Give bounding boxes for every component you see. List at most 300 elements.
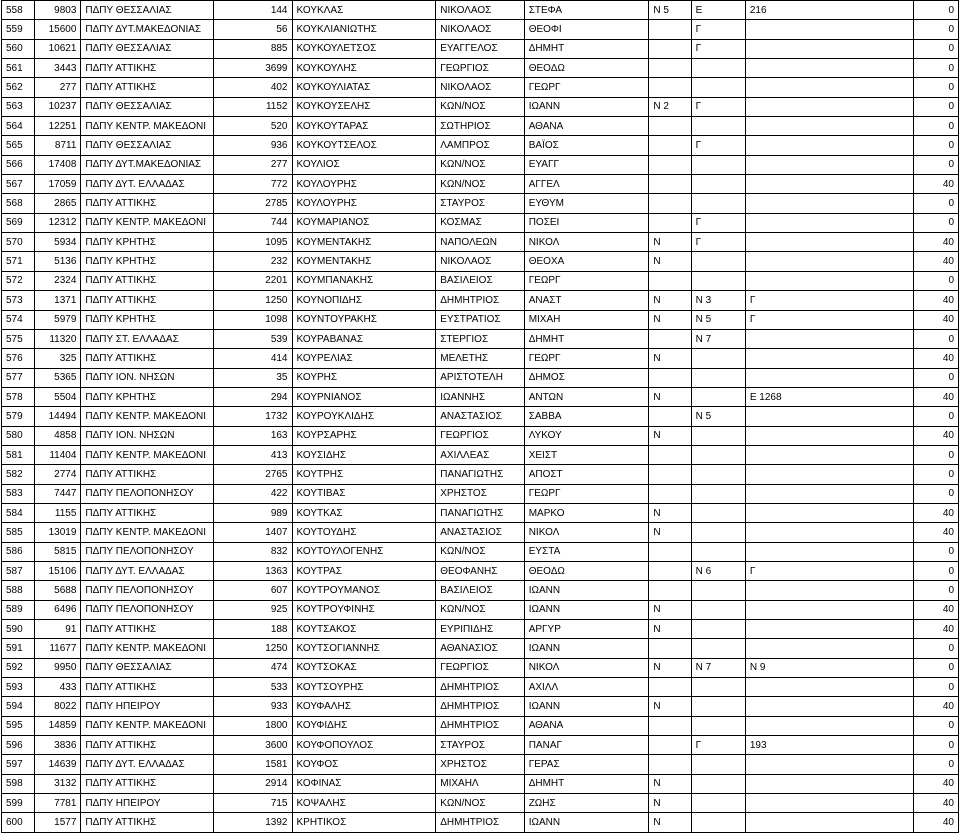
table-row <box>2 813 959 832</box>
father-name-cell: ΑΧΙΛΛ <box>524 678 649 697</box>
points-cell: 40 <box>913 349 958 368</box>
points-cell: 0 <box>913 213 958 232</box>
flag-cell: Ν <box>649 252 691 271</box>
id-cell: 7781 <box>35 794 81 813</box>
surname-cell: ΚΟΥΜΕΝΤΑΚΗΣ <box>292 252 436 271</box>
id-cell: 14859 <box>35 716 81 735</box>
category-cell <box>691 697 745 716</box>
extra-cell: 216 <box>745 1 913 20</box>
surname-cell: ΚΡΗΤΙΚΟΣ <box>292 813 436 832</box>
extra-cell <box>745 716 913 735</box>
first-name-cell: ΝΙΚΟΛΑΟΣ <box>436 1 524 20</box>
points-cell: 0 <box>913 445 958 464</box>
code-cell: 772 <box>214 175 292 194</box>
region-cell: ΠΔΠΥ ΑΤΤΙΚΗΣ <box>81 678 214 697</box>
region-cell: ΠΔΠΥ ΠΕΛΟΠΟΝΗΣΟΥ <box>81 581 214 600</box>
points-cell: 0 <box>913 155 958 174</box>
region-cell: ΠΔΠΥ ΑΤΤΙΚΗΣ <box>81 620 214 639</box>
surname-cell: ΚΟΥΜΕΝΤΑΚΗΣ <box>292 233 436 252</box>
row-number-cell: 581 <box>2 445 35 464</box>
row-number-cell: 583 <box>2 484 35 503</box>
code-cell: 1392 <box>214 813 292 832</box>
flag-cell <box>649 136 691 155</box>
id-cell: 2774 <box>35 465 81 484</box>
table-row <box>2 59 959 78</box>
row-number-cell: 576 <box>2 349 35 368</box>
id-cell: 17059 <box>35 175 81 194</box>
father-name-cell: ΑΘΑΝΑ <box>524 117 649 136</box>
father-name-cell: ΝΙΚΟΛ <box>524 658 649 677</box>
id-cell: 14639 <box>35 755 81 774</box>
first-name-cell: ΔΗΜΗΤΡΙΟΣ <box>436 716 524 735</box>
table-row <box>2 774 959 793</box>
code-cell: 402 <box>214 78 292 97</box>
points-cell: 40 <box>913 523 958 542</box>
points-cell: 0 <box>913 117 958 136</box>
category-cell: Γ <box>691 20 745 39</box>
father-name-cell: ΘΕΟΔΩ <box>524 561 649 580</box>
category-cell <box>691 252 745 271</box>
row-number-cell: 584 <box>2 503 35 522</box>
region-cell: ΠΔΠΥ ΘΕΣΣΑΛΙΑΣ <box>81 658 214 677</box>
extra-cell <box>745 620 913 639</box>
father-name-cell: ΑΘΑΝΑ <box>524 716 649 735</box>
region-cell: ΠΔΠΥ ΠΕΛΟΠΟΝΗΣΟΥ <box>81 484 214 503</box>
table-row <box>2 39 959 58</box>
flag-cell <box>649 484 691 503</box>
row-number-cell: 585 <box>2 523 35 542</box>
father-name-cell: ΖΩΗΣ <box>524 794 649 813</box>
region-cell: ΠΔΠΥ ΚΡΗΤΗΣ <box>81 310 214 329</box>
table-row <box>2 561 959 580</box>
flag-cell: Ν <box>649 658 691 677</box>
first-name-cell: ΣΤΑΥΡΟΣ <box>436 194 524 213</box>
first-name-cell: ΝΙΚΟΛΑΟΣ <box>436 252 524 271</box>
id-cell: 9803 <box>35 1 81 20</box>
table-row <box>2 620 959 639</box>
father-name-cell: ΓΕΩΡΓ <box>524 349 649 368</box>
table-row <box>2 581 959 600</box>
father-name-cell: ΙΩΑΝΝ <box>524 600 649 619</box>
first-name-cell: ΚΟΣΜΑΣ <box>436 213 524 232</box>
table-row <box>2 678 959 697</box>
points-cell: 0 <box>913 736 958 755</box>
father-name-cell: ΑΝΤΩΝ <box>524 387 649 406</box>
extra-cell <box>745 252 913 271</box>
flag-cell: Ν <box>649 697 691 716</box>
id-cell: 5979 <box>35 310 81 329</box>
father-name-cell: ΔΗΜΗΤ <box>524 39 649 58</box>
table-row <box>2 97 959 116</box>
id-cell: 12251 <box>35 117 81 136</box>
first-name-cell: ΑΡΙΣΤΟΤΕΛΗ <box>436 368 524 387</box>
extra-cell: 193 <box>745 736 913 755</box>
father-name-cell: ΑΡΓΥΡ <box>524 620 649 639</box>
surname-cell: ΚΟΥΦΟΠΟΥΛΟΣ <box>292 736 436 755</box>
category-cell: Ν 5 <box>691 310 745 329</box>
table-row <box>2 387 959 406</box>
row-number-cell: 578 <box>2 387 35 406</box>
first-name-cell: ΣΤΑΥΡΟΣ <box>436 736 524 755</box>
points-cell: 0 <box>913 484 958 503</box>
code-cell: 1095 <box>214 233 292 252</box>
extra-cell <box>745 697 913 716</box>
category-cell <box>691 426 745 445</box>
first-name-cell: ΝΙΚΟΛΑΟΣ <box>436 78 524 97</box>
flag-cell: Ν <box>649 310 691 329</box>
category-cell: Ν 7 <box>691 658 745 677</box>
code-cell: 744 <box>214 213 292 232</box>
region-cell: ΠΔΠΥ ΚΕΝΤΡ. ΜΑΚΕΔΟΝΙ <box>81 445 214 464</box>
surname-cell: ΚΟΥΡΑΒΑΝΑΣ <box>292 329 436 348</box>
table-row <box>2 310 959 329</box>
flag-cell: Ν <box>649 774 691 793</box>
flag-cell: Ν <box>649 233 691 252</box>
extra-cell: Γ <box>745 561 913 580</box>
id-cell: 6496 <box>35 600 81 619</box>
row-number-cell: 587 <box>2 561 35 580</box>
extra-cell <box>745 639 913 658</box>
region-cell: ΠΔΠΥ ΔΥΤ. ΕΛΛΑΔΑΣ <box>81 175 214 194</box>
points-cell: 40 <box>913 387 958 406</box>
first-name-cell: ΔΗΜΗΤΡΙΟΣ <box>436 678 524 697</box>
row-number-cell: 560 <box>2 39 35 58</box>
extra-cell <box>745 407 913 426</box>
region-cell: ΠΔΠΥ ΔΥΤ. ΕΛΛΑΔΑΣ <box>81 755 214 774</box>
row-number-cell: 590 <box>2 620 35 639</box>
first-name-cell: ΛΑΜΠΡΟΣ <box>436 136 524 155</box>
flag-cell: Ν <box>649 291 691 310</box>
first-name-cell: ΒΑΣΙΛΕΙΟΣ <box>436 271 524 290</box>
category-cell <box>691 600 745 619</box>
first-name-cell: ΘΕΟΦΑΝΗΣ <box>436 561 524 580</box>
row-number-cell: 588 <box>2 581 35 600</box>
category-cell: Ν 5 <box>691 407 745 426</box>
region-cell: ΠΔΠΥ ΠΕΛΟΠΟΝΗΣΟΥ <box>81 542 214 561</box>
id-cell: 5365 <box>35 368 81 387</box>
surname-cell: ΚΟΥΛΟΥΡΗΣ <box>292 175 436 194</box>
row-number-cell: 589 <box>2 600 35 619</box>
id-cell: 91 <box>35 620 81 639</box>
father-name-cell: ΕΥΣΤΑ <box>524 542 649 561</box>
table-body <box>2 1 959 833</box>
region-cell: ΠΔΠΥ ΣΤ. ΕΛΛΑΔΑΣ <box>81 329 214 348</box>
category-cell: Γ <box>691 136 745 155</box>
first-name-cell: ΓΕΩΡΓΙΟΣ <box>436 59 524 78</box>
id-cell: 14494 <box>35 407 81 426</box>
row-number-cell: 573 <box>2 291 35 310</box>
table-row <box>2 658 959 677</box>
points-cell: 0 <box>913 658 958 677</box>
code-cell: 413 <box>214 445 292 464</box>
father-name-cell: ΧΕΙΣΤ <box>524 445 649 464</box>
code-cell: 56 <box>214 20 292 39</box>
table-row <box>2 213 959 232</box>
row-number-cell: 580 <box>2 426 35 445</box>
region-cell: ΠΔΠΥ ΑΤΤΙΚΗΣ <box>81 78 214 97</box>
code-cell: 232 <box>214 252 292 271</box>
row-number-cell: 591 <box>2 639 35 658</box>
table-row <box>2 639 959 658</box>
flag-cell <box>649 78 691 97</box>
points-cell: 0 <box>913 716 958 735</box>
surname-cell: ΚΟΥΤΡΑΣ <box>292 561 436 580</box>
code-cell: 1732 <box>214 407 292 426</box>
row-number-cell: 572 <box>2 271 35 290</box>
code-cell: 885 <box>214 39 292 58</box>
father-name-cell: ΠΟΣΕΙ <box>524 213 649 232</box>
region-cell: ΠΔΠΥ ΘΕΣΣΑΛΙΑΣ <box>81 136 214 155</box>
points-cell: 40 <box>913 310 958 329</box>
category-cell <box>691 542 745 561</box>
row-number-cell: 567 <box>2 175 35 194</box>
surname-cell: ΚΟΥΛΙΟΣ <box>292 155 436 174</box>
code-cell: 832 <box>214 542 292 561</box>
flag-cell <box>649 329 691 348</box>
flag-cell <box>649 194 691 213</box>
id-cell: 10621 <box>35 39 81 58</box>
surname-cell: ΚΟΥΤΡΟΥΜΑΝΟΣ <box>292 581 436 600</box>
points-cell: 0 <box>913 329 958 348</box>
id-cell: 5136 <box>35 252 81 271</box>
category-cell: Ε <box>691 1 745 20</box>
table-row <box>2 716 959 735</box>
extra-cell <box>745 581 913 600</box>
points-cell: 0 <box>913 542 958 561</box>
region-cell: ΠΔΠΥ ΘΕΣΣΑΛΙΑΣ <box>81 97 214 116</box>
category-cell <box>691 175 745 194</box>
father-name-cell: ΓΕΡΑΣ <box>524 755 649 774</box>
id-cell: 1155 <box>35 503 81 522</box>
first-name-cell: ΔΗΜΗΤΡΙΟΣ <box>436 291 524 310</box>
category-cell: Ν 7 <box>691 329 745 348</box>
first-name-cell: ΚΩΝ/ΝΟΣ <box>436 542 524 561</box>
extra-cell: Γ <box>745 310 913 329</box>
extra-cell <box>745 503 913 522</box>
category-cell <box>691 813 745 832</box>
region-cell: ΠΔΠΥ ΚΕΝΤΡ. ΜΑΚΕΔΟΝΙ <box>81 213 214 232</box>
code-cell: 3699 <box>214 59 292 78</box>
category-cell <box>691 155 745 174</box>
id-cell: 2324 <box>35 271 81 290</box>
category-cell <box>691 716 745 735</box>
region-cell: ΠΔΠΥ ΙΟΝ. ΝΗΣΩΝ <box>81 426 214 445</box>
region-cell: ΠΔΠΥ ΑΤΤΙΚΗΣ <box>81 271 214 290</box>
row-number-cell: 559 <box>2 20 35 39</box>
code-cell: 1250 <box>214 291 292 310</box>
father-name-cell: ΜΙΧΑΗ <box>524 310 649 329</box>
code-cell: 2765 <box>214 465 292 484</box>
surname-cell: ΚΟΥΤΡΗΣ <box>292 465 436 484</box>
father-name-cell: ΣΤΕΦΑ <box>524 1 649 20</box>
table-row <box>2 465 959 484</box>
surname-cell: ΚΟΥΚΟΥΛΗΣ <box>292 59 436 78</box>
first-name-cell: ΠΑΝΑΓΙΩΤΗΣ <box>436 503 524 522</box>
region-cell: ΠΔΠΥ ΙΟΝ. ΝΗΣΩΝ <box>81 368 214 387</box>
row-number-cell: 586 <box>2 542 35 561</box>
father-name-cell: ΝΙΚΟΛ <box>524 233 649 252</box>
first-name-cell: ΣΤΕΡΓΙΟΣ <box>436 329 524 348</box>
flag-cell: Ν <box>649 503 691 522</box>
table-row <box>2 271 959 290</box>
first-name-cell: ΕΥΡΙΠΙΔΗΣ <box>436 620 524 639</box>
row-number-cell: 577 <box>2 368 35 387</box>
code-cell: 539 <box>214 329 292 348</box>
flag-cell: Ν <box>649 349 691 368</box>
category-cell: Γ <box>691 213 745 232</box>
flag-cell <box>649 465 691 484</box>
first-name-cell: ΕΥΣΤΡΑΤΙΟΣ <box>436 310 524 329</box>
category-cell: Γ <box>691 233 745 252</box>
region-cell: ΠΔΠΥ ΠΕΛΟΠΟΝΗΣΟΥ <box>81 600 214 619</box>
region-cell: ΠΔΠΥ ΑΤΤΙΚΗΣ <box>81 349 214 368</box>
father-name-cell: ΔΗΜΗΤ <box>524 774 649 793</box>
flag-cell <box>649 639 691 658</box>
flag-cell: Ν <box>649 387 691 406</box>
first-name-cell: ΓΕΩΡΓΙΟΣ <box>436 426 524 445</box>
surname-cell: ΚΟΥΝΤΟΥΡΑΚΗΣ <box>292 310 436 329</box>
father-name-cell: ΔΗΜΟΣ <box>524 368 649 387</box>
father-name-cell: ΙΩΑΝΝ <box>524 639 649 658</box>
first-name-cell: ΒΑΣΙΛΕΙΟΣ <box>436 581 524 600</box>
id-cell: 5688 <box>35 581 81 600</box>
category-cell <box>691 59 745 78</box>
surname-cell: ΚΟΨΑΛΗΣ <box>292 794 436 813</box>
category-cell <box>691 465 745 484</box>
extra-cell <box>745 136 913 155</box>
surname-cell: ΚΟΥΚΟΥΣΕΛΗΣ <box>292 97 436 116</box>
id-cell: 7447 <box>35 484 81 503</box>
father-name-cell: ΑΝΑΣΤ <box>524 291 649 310</box>
surname-cell: ΚΟΥΦΙΔΗΣ <box>292 716 436 735</box>
points-cell: 0 <box>913 465 958 484</box>
row-number-cell: 562 <box>2 78 35 97</box>
first-name-cell: ΣΩΤΗΡΙΟΣ <box>436 117 524 136</box>
id-cell: 11404 <box>35 445 81 464</box>
surname-cell: ΚΟΥΡΟΥΚΛΙΔΗΣ <box>292 407 436 426</box>
extra-cell <box>745 368 913 387</box>
flag-cell <box>649 542 691 561</box>
extra-cell <box>745 59 913 78</box>
region-cell: ΠΔΠΥ ΑΤΤΙΚΗΣ <box>81 736 214 755</box>
table-row <box>2 233 959 252</box>
extra-cell <box>745 78 913 97</box>
flag-cell: Ν <box>649 426 691 445</box>
row-number-cell: 574 <box>2 310 35 329</box>
id-cell: 3443 <box>35 59 81 78</box>
id-cell: 433 <box>35 678 81 697</box>
row-number-cell: 563 <box>2 97 35 116</box>
row-number-cell: 582 <box>2 465 35 484</box>
extra-cell <box>745 774 913 793</box>
id-cell: 15600 <box>35 20 81 39</box>
code-cell: 520 <box>214 117 292 136</box>
region-cell: ΠΔΠΥ ΑΤΤΙΚΗΣ <box>81 813 214 832</box>
category-cell <box>691 484 745 503</box>
points-cell: 0 <box>913 78 958 97</box>
code-cell: 1581 <box>214 755 292 774</box>
first-name-cell: ΑΝΑΣΤΑΣΙΟΣ <box>436 407 524 426</box>
code-cell: 1152 <box>214 97 292 116</box>
surname-cell: ΚΟΥΚΛΙΑΝΙΩΤΗΣ <box>292 20 436 39</box>
extra-cell <box>745 484 913 503</box>
id-cell: 11677 <box>35 639 81 658</box>
surname-cell: ΚΟΥΛΟΥΡΗΣ <box>292 194 436 213</box>
table-row <box>2 155 959 174</box>
id-cell: 12312 <box>35 213 81 232</box>
points-cell: 40 <box>913 252 958 271</box>
first-name-cell: ΧΡΗΣΤΟΣ <box>436 484 524 503</box>
father-name-cell: ΓΕΩΡΓ <box>524 271 649 290</box>
points-cell: 0 <box>913 639 958 658</box>
region-cell: ΠΔΠΥ ΗΠΕΙΡΟΥ <box>81 794 214 813</box>
category-cell <box>691 639 745 658</box>
category-cell <box>691 117 745 136</box>
table-row <box>2 542 959 561</box>
points-cell: 0 <box>913 194 958 213</box>
extra-cell <box>745 755 913 774</box>
flag-cell <box>649 407 691 426</box>
row-number-cell: 592 <box>2 658 35 677</box>
surname-cell: ΚΟΥΤΣΟΓΙΑΝΝΗΣ <box>292 639 436 658</box>
id-cell: 3836 <box>35 736 81 755</box>
region-cell: ΠΔΠΥ ΑΤΤΙΚΗΣ <box>81 503 214 522</box>
code-cell: 533 <box>214 678 292 697</box>
code-cell: 35 <box>214 368 292 387</box>
category-cell <box>691 78 745 97</box>
region-cell: ΠΔΠΥ ΚΡΗΤΗΣ <box>81 233 214 252</box>
father-name-cell: ΕΥΘΥΜ <box>524 194 649 213</box>
table-row <box>2 329 959 348</box>
region-cell: ΠΔΠΥ ΔΥΤ.ΜΑΚΕΔΟΝΙΑΣ <box>81 155 214 174</box>
id-cell: 15106 <box>35 561 81 580</box>
surname-cell: ΚΟΥΚΛΑΣ <box>292 1 436 20</box>
table-row <box>2 349 959 368</box>
father-name-cell: ΘΕΟΦΙ <box>524 20 649 39</box>
flag-cell <box>649 213 691 232</box>
surname-cell: ΚΟΥΚΟΥΛΙΑΤΑΣ <box>292 78 436 97</box>
father-name-cell: ΜΑΡΚΟ <box>524 503 649 522</box>
surname-cell: ΚΟΥΡΝΙΑΝΟΣ <box>292 387 436 406</box>
flag-cell <box>649 368 691 387</box>
region-cell: ΠΔΠΥ ΑΤΤΙΚΗΣ <box>81 194 214 213</box>
points-cell: 0 <box>913 97 958 116</box>
code-cell: 414 <box>214 349 292 368</box>
records-table <box>1 0 959 833</box>
code-cell: 277 <box>214 155 292 174</box>
table-row <box>2 407 959 426</box>
extra-cell <box>745 213 913 232</box>
surname-cell: ΚΟΥΡΗΣ <box>292 368 436 387</box>
surname-cell: ΚΟΥΤΡΟΥΦΙΝΗΣ <box>292 600 436 619</box>
extra-cell <box>745 349 913 368</box>
table-row <box>2 78 959 97</box>
flag-cell <box>649 736 691 755</box>
extra-cell: Γ <box>745 291 913 310</box>
table-row <box>2 484 959 503</box>
surname-cell: ΚΟΥΜΠΑΝΑΚΗΣ <box>292 271 436 290</box>
id-cell: 5934 <box>35 233 81 252</box>
row-number-cell: 569 <box>2 213 35 232</box>
flag-cell: Ν <box>649 523 691 542</box>
extra-cell <box>745 271 913 290</box>
extra-cell <box>745 445 913 464</box>
flag-cell: Ν <box>649 600 691 619</box>
points-cell: 0 <box>913 1 958 20</box>
father-name-cell: ΑΠΟΣΤ <box>524 465 649 484</box>
region-cell: ΠΔΠΥ ΚΕΝΤΡ. ΜΑΚΕΔΟΝΙ <box>81 117 214 136</box>
points-cell: 40 <box>913 233 958 252</box>
